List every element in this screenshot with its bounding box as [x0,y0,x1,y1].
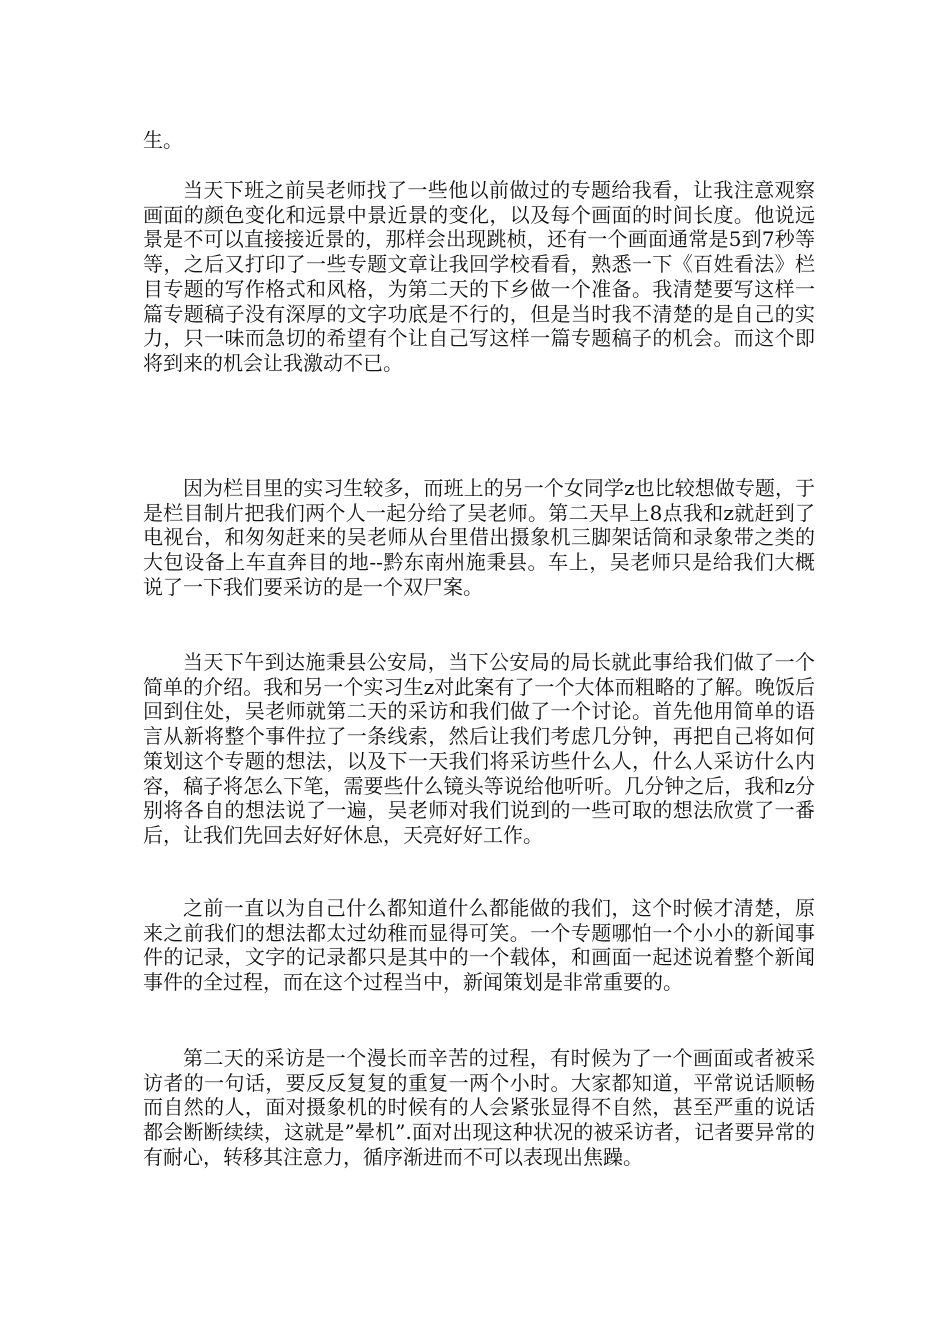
paragraph-continuation: 生。 [143,128,183,152]
paragraph-preparation: 当天下班之前吴老师找了一些他以前做过的专题给我看，让我注意观察画面的颜色变化和远景中景近景的变化，以及每个画面的时间长度。他说远景是不可以直接接近景的，那样会出现跳桢，还有一个画面通常是5到7秒等等，之后又打印了一些专题文章让我回学校看看，熟悉一下《百姓看法》栏目专题的写作格式和风格，为第二天的下乡做一个准备。我清楚要写这样一篇专题稿子没有深厚的文字功底是不行的，但是当时我不清楚的是自己的实力，只一味而急切的希望有个让自己写这样一篇专题稿子的机会。而这个即将到来的机会让我激动不已。 [143,178,815,375]
paragraph-reflection: 之前一直以为自己什么都知道什么都能做的我们，这个时候才清楚，原来之前我们的想法都太过幼稚而显得可笑。一个专题哪怕一个小小的新闻事件的记录，文字的记录都只是其中的一个载体，和画面一起述说着整个新闻事件的全过程，而在这个过程当中，新闻策划是非常重要的。 [143,896,815,995]
paragraph-assignment: 因为栏目里的实习生较多，而班上的另一个女同学z也比较想做专题，于是栏目制片把我们两个人一起分给了吴老师。第二天早上8点我和z就赶到了电视台，和匆匆赶来的吴老师从台里借出摄象机三脚架话筒和录象带之类的大包设备上车直奔目的地--黔东南州施秉县。车上，吴老师只是给我们大概说了一下我们要采访的是一个双尸案。 [143,476,815,599]
paragraph-interview: 第二天的采访是一个漫长而辛苦的过程，有时候为了一个画面或者被采访者的一句话，要反反复复的重复一两个小时。大家都知道，平常说话顺畅而自然的人，面对摄象机的时候有的人会紧张显得不自然，甚至严重的说话都会断断续续，这就是”晕机”.面对出现这种状况的被采访者，记者要异常的有耐心，转移其注意力，循序渐进而不可以表现出焦躁。 [143,1046,815,1169]
paragraph-briefing: 当天下午到达施秉县公安局，当下公安局的局长就此事给我们做了一个简单的介绍。我和另一个实习生z对此案有了一个大体而粗略的了解。晚饭后回到住处，吴老师就第二天的采访和我们做了一个讨论。首先他用简单的语言从新将整个事件拉了一条线索，然后让我们考虑几分钟，再把自己将如何策划这个专题的想法，以及下一天我们将采访些什么人，什么人采访什么内容，稿子将怎么下笔，需要些什么镜头等说给他听听。几分钟之后，我和z分别将各自的想法说了一遍，吴老师对我们说到的一些可取的想法欣赏了一番后，让我们先回去好好休息，天亮好好工作。 [143,650,815,847]
